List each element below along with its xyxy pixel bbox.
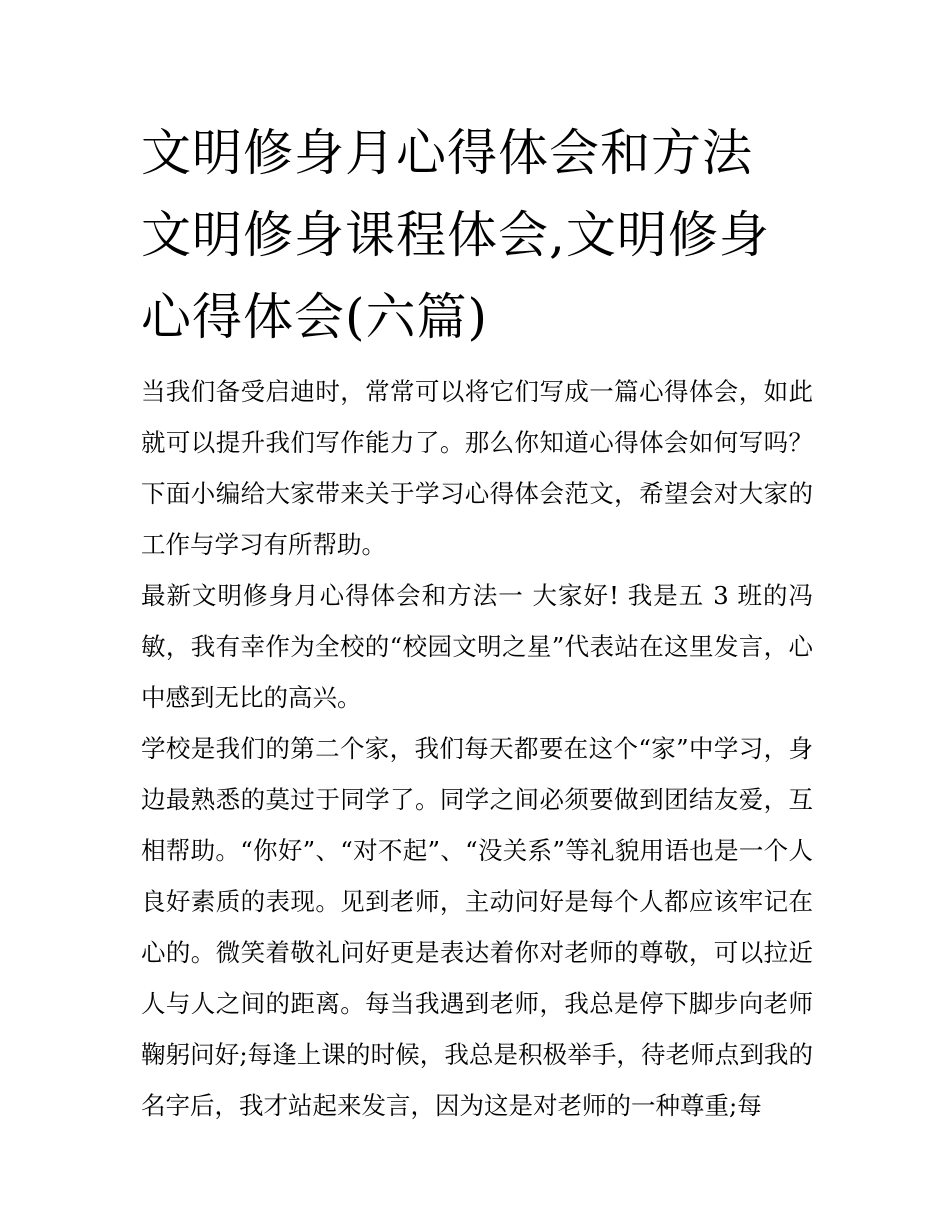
document-title: 文明修身月心得体会和方法 文明修身课程体会,文明修身心得体会(六篇) — [141, 124, 770, 346]
paragraph-intro: 当我们备受启迪时，常常可以将它们写成一篇心得体会，如此就可以提升我们写作能力了。那么你知道心得体会如何写吗？下面小编给大家带来关于学习心得体会范文，希望会对大家的工作与学习有所帮助。 — [141, 377, 813, 559]
paragraph-school-home: 学校是我们的第二个家，我们每天都要在这个“家”中学习，身边最熟悉的莫过于同学了。同学之间必须要做到团结友爱，互相帮助。“你好”、“对不起”、“没关系”等礼貌用语也是一个人良好素质的表现。见到老师，主动问好是每个人都应该牢记在心的。微笑着敬礼问好更是表达着你对老师的尊敬，可以拉近人与人之间的距离。每当我遇到老师，我总是停下脚步向老师鞠躬问好;每逢上课的时候，我总是积极举手，待老师点到我的名字后，我才站起来发言，因为这是对老师的一种尊重;每 — [141, 734, 813, 1120]
document-content — [141, 112, 813, 1131]
paragraph-speech-opening: 最新文明修身月心得体会和方法一 大家好! 我是五 3 班的冯敏，我有幸作为全校的“校园文明之星”代表站在这里发言，心中感到无比的高兴。 — [141, 581, 813, 712]
